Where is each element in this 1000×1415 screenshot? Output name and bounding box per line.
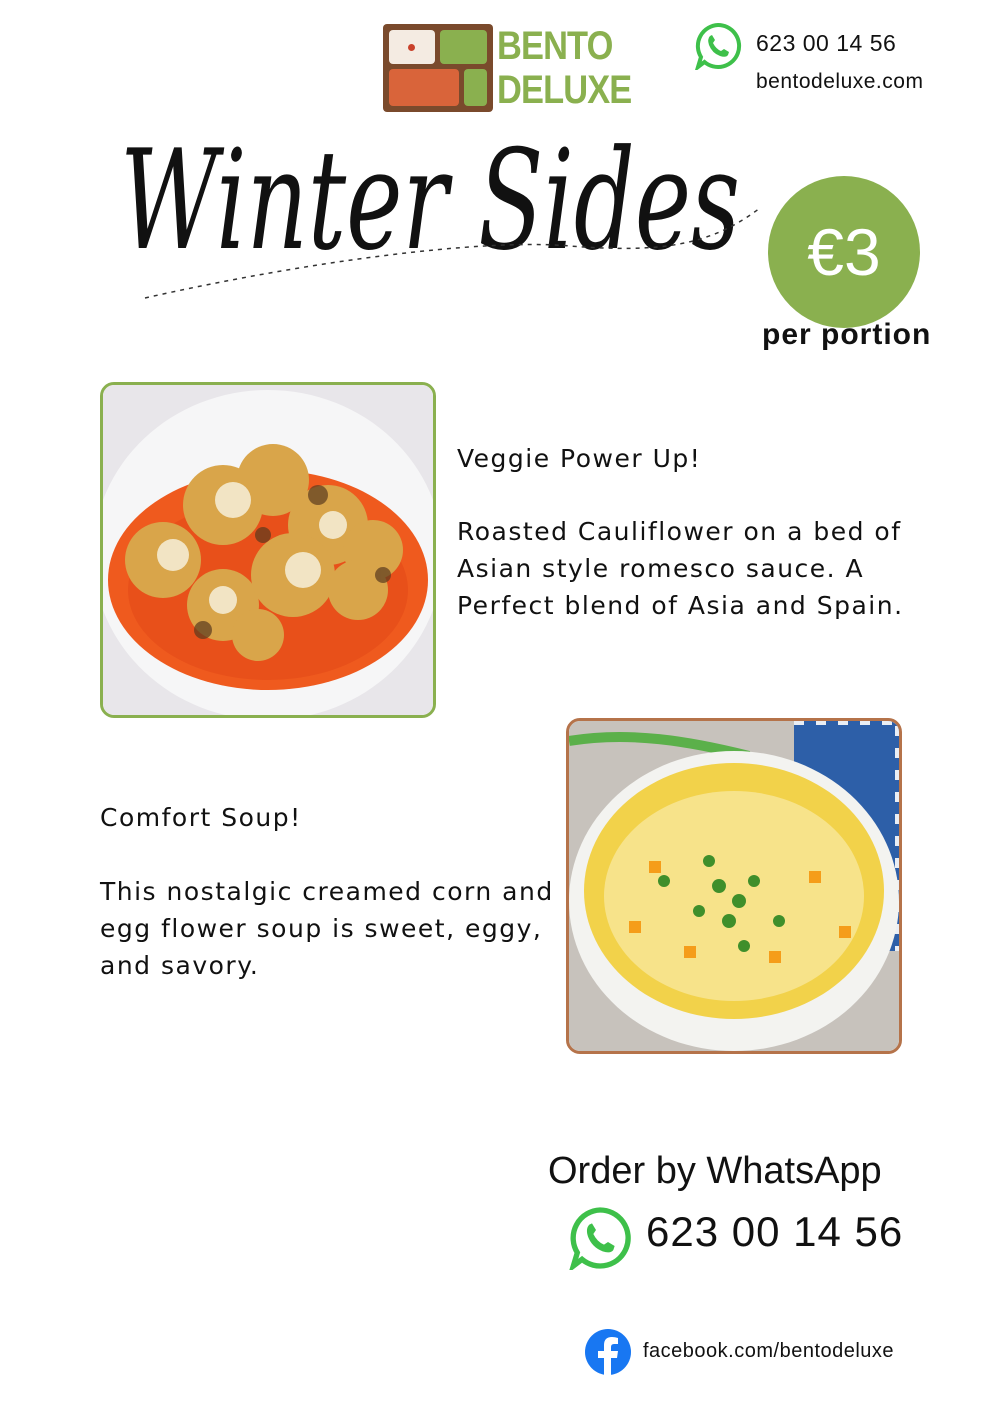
whatsapp-icon[interactable]	[568, 1206, 632, 1270]
price-badge	[768, 176, 920, 328]
price-amount: €3	[807, 215, 881, 289]
facebook-link[interactable]: facebook.com/bentodeluxe	[643, 1340, 895, 1362]
order-label: Order by WhatsApp	[548, 1150, 882, 1192]
page-title-text: Winter Sides	[120, 120, 740, 281]
price-unit: per portion	[762, 318, 932, 351]
egg-flower-soup-photo	[566, 718, 902, 1054]
facebook-icon[interactable]	[584, 1328, 632, 1376]
header-phone[interactable]: 623 00 14 56	[756, 30, 897, 56]
dish-title: Veggie Power Up!	[457, 444, 702, 473]
dish-title: Comfort Soup!	[100, 803, 302, 832]
logo-text-deluxe: DELUXE	[497, 68, 632, 112]
page-title	[100, 88, 780, 318]
dish-description: This nostalgic creamed corn and egg flower soup is sweet, eggy, and savory.	[100, 877, 554, 980]
roasted-cauliflower-photo	[100, 382, 436, 718]
order-phone[interactable]: 623 00 14 56	[646, 1208, 904, 1255]
dish-description: Roasted Cauliflower on a bed of Asian style romesco sauce. A Perfect blend of Asia and Spain.	[457, 517, 904, 620]
whatsapp-icon[interactable]	[694, 22, 742, 70]
logo-text-bento: BENTO	[497, 24, 613, 68]
header-website-link[interactable]: bentodeluxe.com	[756, 70, 924, 93]
